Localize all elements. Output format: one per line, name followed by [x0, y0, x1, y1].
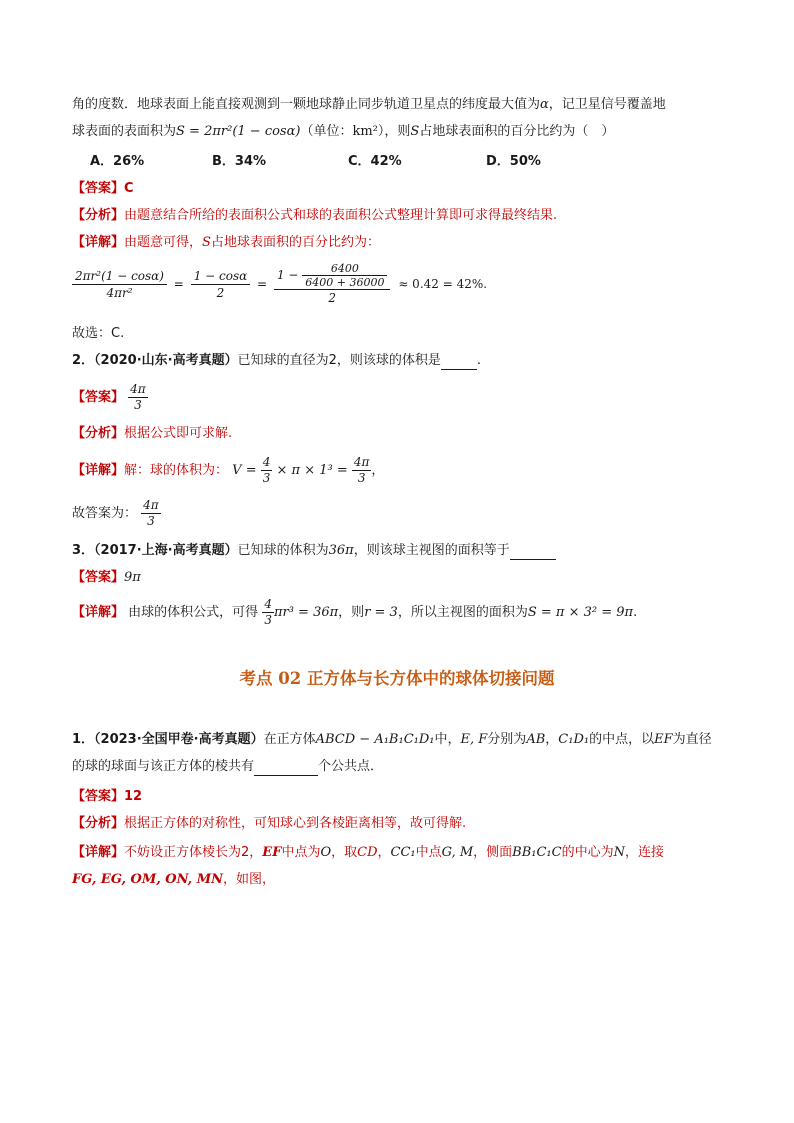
section-title: 考点 02 正方体与长方体中的球体切接问题	[239, 669, 555, 688]
option-a: A．26%	[90, 154, 145, 169]
problem1-analysis: 【分析】由题意结合所给的表面积公式和球的表面积公式整理计算即可求得最终结果.	[72, 208, 558, 223]
problem2-detail: 【详解】解：球的体积为： V = $\frac{4}{3}$ × π × 1³ = $\frac{4\pi}{3}$ ，	[72, 455, 385, 485]
problem2-analysis: 【分析】根据公式即可求解.	[72, 426, 233, 441]
answer-blank	[254, 761, 318, 776]
problem1-stem-line1: 角的度数．地球表面上能直接观测到一颗地球静止同步轨道卫星点的纬度最大值为α，记卫星信号覆盖地	[72, 97, 666, 112]
problem2-answer: 【答案】 $\frac{4\pi}{3}$	[72, 382, 146, 412]
option-b: B．34%	[212, 154, 267, 169]
option-c: C．42%	[348, 154, 402, 169]
problem3-answer: 【答案】9π	[72, 570, 141, 585]
problem3-stem: 3．（2017·上海·高考真题）已知球的体积为36π，则该球主视图的面积等于	[72, 542, 556, 560]
problem4-detail-line2: FG, EG, OM, ON, MN，如图，	[72, 872, 276, 887]
answer-blank	[441, 355, 477, 370]
problem1-equation: $\frac{\text{2πr²(1 − cosα)}}{\text{4πr²}}$ = $\frac{1 - \cos\alpha}{2}$ = 1 − $\frac{6400}{6400 + 36000}$ 2 ≈ 0.42 = 42%.	[72, 262, 487, 306]
problem4-detail-line1: 【详解】不妨设正方体棱长为2，EF中点为O，取CD，CC₁中点G, M，侧面BB₁C₁C的中心为N，连接	[72, 845, 665, 860]
problem4-stem-line1: 1．（2023·全国甲卷·高考真题）在正方体ABCD − A₁B₁C₁D₁中，E, F分别为AB，C₁D₁的中点，以EF为直径	[72, 732, 712, 747]
problem3-detail: 【详解】 由球的体积公式，可得 $\frac{4}{3}$ πr³ = 36π，则r = 3，所以主视图的面积为S = π × 3² = 9π.	[72, 597, 638, 627]
problem4-answer: 【答案】12	[72, 789, 143, 804]
problem4-analysis: 【分析】根据正方体的对称性，可知球心到各棱距离相等，故可得解.	[72, 816, 467, 831]
problem1-stem-line2: 球表面的表面积为S = 2πr²(1 − cosα)（单位：km²），则S占地球表面积的百分比约为（ ）	[72, 124, 615, 139]
problem1-detail: 【详解】由题意可得，S占地球表面积的百分比约为：	[72, 235, 380, 250]
answer-blank	[510, 545, 556, 560]
surface-formula: S = 2πr²(1 − cosα)	[176, 124, 301, 139]
problem1-conclusion: 故选：C.	[72, 326, 125, 341]
problem2-stem: 2．（2020·山东·高考真题）已知球的直径为2，则该球的体积是 .	[72, 353, 482, 368]
problem4-stem-line2: 的球的球面与该正方体的棱共有 个公共点．	[72, 759, 384, 774]
problem1-answer: 【答案】C	[72, 181, 134, 196]
option-d: D．50%	[486, 154, 541, 169]
problem2-conclusion: 故答案为： $\frac{4\pi}{3}$	[72, 498, 159, 528]
